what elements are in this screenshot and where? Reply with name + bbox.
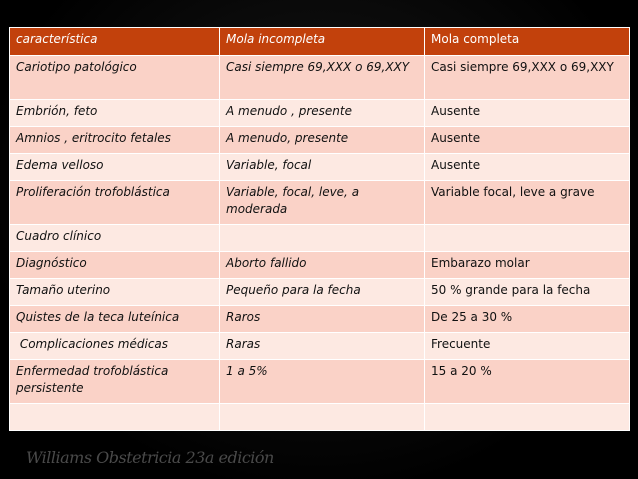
row-mola-completa: 15 a 20 %	[425, 360, 630, 404]
row-mola-incompleta: Casi siempre 69,XXX o 69,XXY	[220, 56, 425, 100]
table-header-row	[10, 28, 630, 56]
row-label: Enfermedad trofoblástica persistente	[10, 360, 220, 404]
table-row	[10, 360, 630, 404]
row-mola-completa	[425, 225, 630, 252]
row-label	[10, 404, 220, 431]
row-label: Complicaciones médicas	[10, 333, 220, 360]
table-row	[10, 56, 630, 100]
row-mola-incompleta	[220, 404, 425, 431]
table-row	[10, 252, 630, 279]
row-mola-completa: Ausente	[425, 100, 630, 127]
table-row	[10, 279, 630, 306]
table-row	[10, 154, 630, 181]
table-row	[10, 181, 630, 225]
row-label: Amnios , eritrocito fetales	[10, 127, 220, 154]
row-label: Edema velloso	[10, 154, 220, 181]
row-mola-incompleta: Aborto fallido	[220, 252, 425, 279]
row-mola-completa: 50 % grande para la fecha	[425, 279, 630, 306]
header-caracteristica: característica	[10, 28, 220, 56]
row-label: Cariotipo patológico	[10, 56, 220, 100]
citation-footer: Williams Obstetricia 23a edición	[26, 448, 274, 467]
row-mola-completa	[425, 404, 630, 431]
row-mola-incompleta	[220, 225, 425, 252]
table-row	[10, 100, 630, 127]
row-label: Quistes de la teca luteínica	[10, 306, 220, 333]
table-row	[10, 333, 630, 360]
row-mola-completa: De 25 a 30 %	[425, 306, 630, 333]
row-mola-incompleta: Pequeño para la fecha	[220, 279, 425, 306]
header-mola-incompleta: Mola incompleta	[220, 28, 425, 56]
row-mola-completa: Embarazo molar	[425, 252, 630, 279]
row-mola-completa: Ausente	[425, 127, 630, 154]
table-row	[10, 306, 630, 333]
comparison-table	[9, 27, 630, 431]
row-mola-incompleta: Variable, focal, leve, a moderada	[220, 181, 425, 225]
table-row	[10, 404, 630, 431]
row-mola-incompleta: Raros	[220, 306, 425, 333]
header-mola-completa: Mola completa	[425, 28, 630, 56]
row-mola-incompleta: Variable, focal	[220, 154, 425, 181]
table-row	[10, 127, 630, 154]
row-label: Tamaño uterino	[10, 279, 220, 306]
row-mola-completa: Variable focal, leve a grave	[425, 181, 630, 225]
row-mola-completa: Casi siempre 69,XXX o 69,XXY	[425, 56, 630, 100]
row-label: Embrión, feto	[10, 100, 220, 127]
row-label: Proliferación trofoblástica	[10, 181, 220, 225]
row-mola-completa: Ausente	[425, 154, 630, 181]
row-mola-incompleta: A menudo , presente	[220, 100, 425, 127]
table-row	[10, 225, 630, 252]
row-mola-completa: Frecuente	[425, 333, 630, 360]
row-label: Diagnóstico	[10, 252, 220, 279]
row-label: Cuadro clínico	[10, 225, 220, 252]
row-mola-incompleta: A menudo, presente	[220, 127, 425, 154]
row-mola-incompleta: Raras	[220, 333, 425, 360]
row-mola-incompleta: 1 a 5%	[220, 360, 425, 404]
